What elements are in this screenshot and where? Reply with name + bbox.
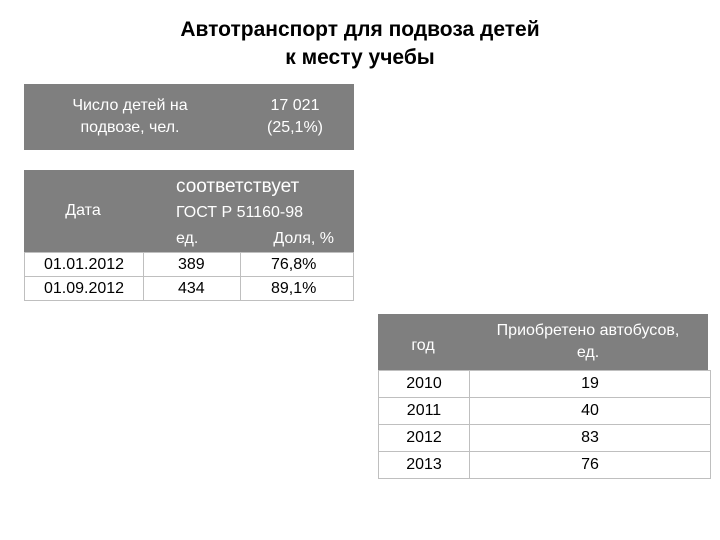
count-cell: 19 xyxy=(470,371,711,398)
title-line-2: к месту учебы xyxy=(285,46,435,69)
units-cell: 434 xyxy=(144,277,241,301)
gost-units-header: ед. xyxy=(176,230,199,247)
title-line-1: Автотранспорт для подвоза детей xyxy=(180,18,540,41)
table-row xyxy=(379,398,711,425)
children-count-label-line-1: Число детей на xyxy=(72,97,188,114)
children-count-value-line-2: (25,1%) xyxy=(266,119,324,136)
gost-share-header: Доля, % xyxy=(273,230,334,247)
year-cell: 2011 xyxy=(379,398,470,425)
year-cell: 2012 xyxy=(379,425,470,452)
table-row xyxy=(25,277,354,301)
count-cell: 76 xyxy=(470,452,711,479)
year-cell: 2013 xyxy=(379,452,470,479)
bus-count-header xyxy=(468,314,708,370)
table-row xyxy=(25,253,354,277)
share-cell: 89,1% xyxy=(241,277,354,301)
units-cell: 389 xyxy=(144,253,241,277)
children-count-value-line-1: 17 021 xyxy=(270,97,320,114)
bus-count-header-line-2: ед. xyxy=(576,344,600,361)
gost-header-line-1: соответствует xyxy=(176,176,300,197)
bus-year-header: год xyxy=(378,314,468,370)
count-cell: 40 xyxy=(470,398,711,425)
buses-table xyxy=(378,370,711,479)
page-title xyxy=(0,16,720,72)
date-cell: 01.09.2012 xyxy=(25,277,144,301)
table-row xyxy=(379,371,711,398)
bus-count-header-line-1: Приобретено автобусов, xyxy=(496,322,680,339)
date-cell: 01.01.2012 xyxy=(25,253,144,277)
gost-table xyxy=(24,252,354,301)
gost-date-header: Дата xyxy=(24,170,142,252)
share-cell: 76,8% xyxy=(241,253,354,277)
children-count-label-line-2: подвозе, чел. xyxy=(80,119,180,136)
table-row xyxy=(379,452,711,479)
children-count-label xyxy=(24,84,236,150)
gost-header-line-2: ГОСТ Р 51160-98 xyxy=(176,204,303,221)
gost-group-header xyxy=(142,170,354,252)
table-row xyxy=(379,425,711,452)
count-cell: 83 xyxy=(470,425,711,452)
children-count-value xyxy=(236,84,354,150)
year-cell: 2010 xyxy=(379,371,470,398)
